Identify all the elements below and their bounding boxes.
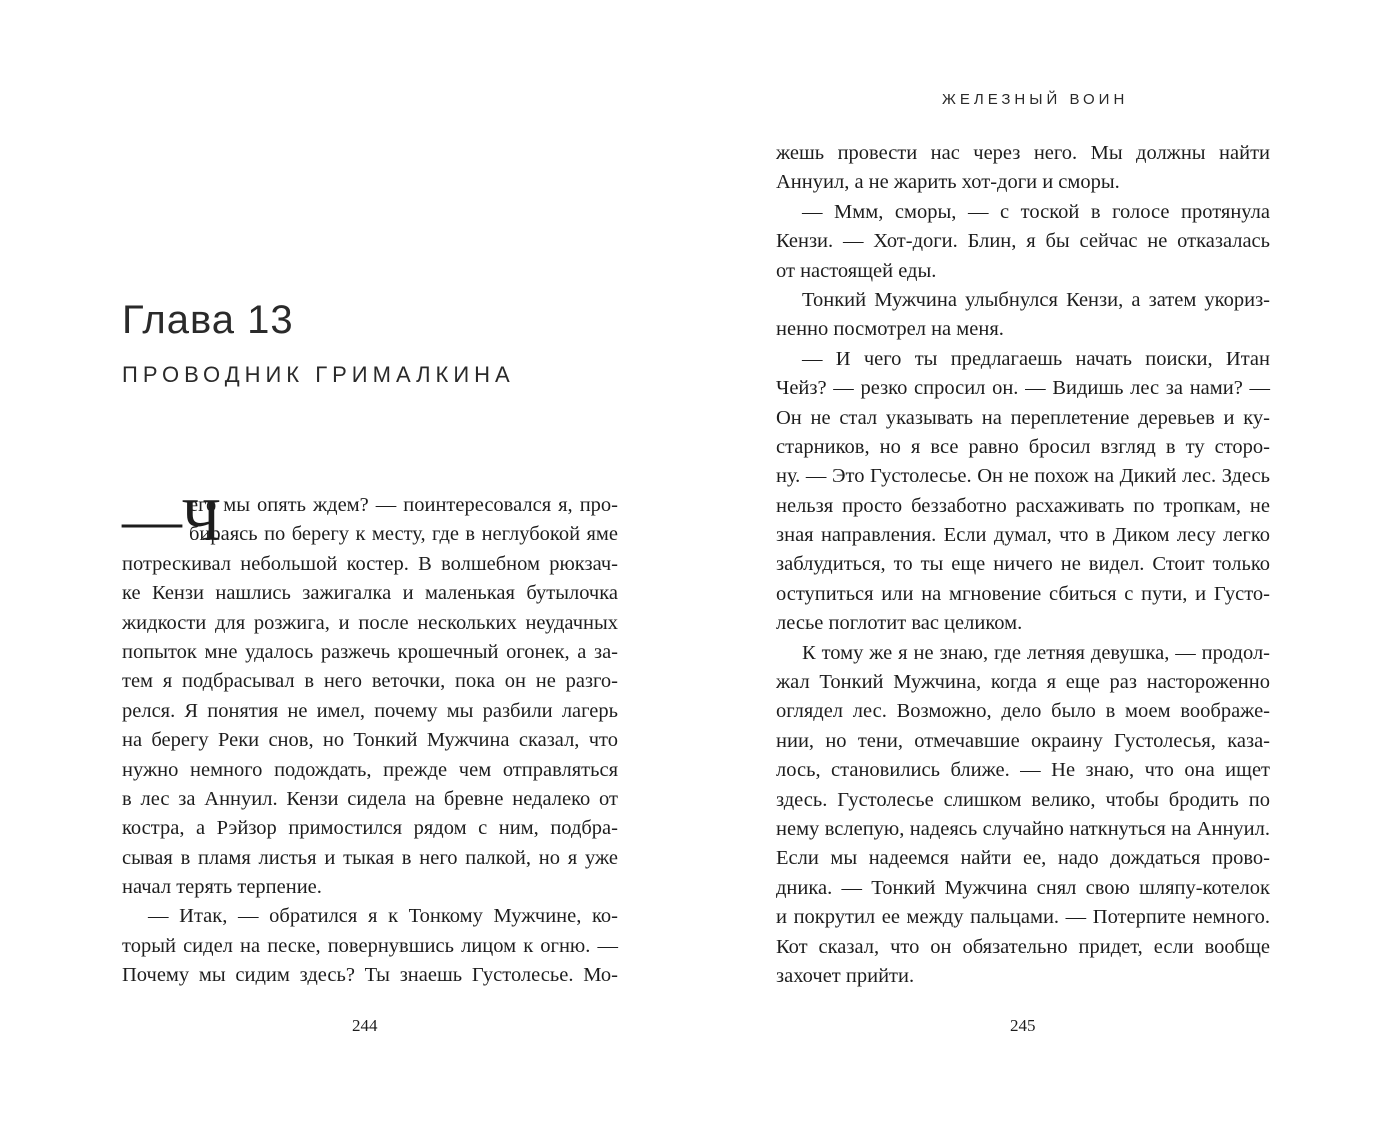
text-line: Почему мы сидим здесь? Ты знаешь Густолесье. Мо- <box>122 964 618 987</box>
text-line: Чейз? — резко спросил он. — Видишь лес за нами? — <box>776 377 1270 400</box>
text-line: в лес за Аннуил. Кензи сидела на бревне недалеко от <box>122 787 618 810</box>
right-page <box>697 0 1394 1125</box>
text-line: оглядел лес. Возможно, дело было в моем воображе- <box>776 700 1270 723</box>
text-line: нему вслепую, надеясь случайно наткнуться на Аннуил. <box>776 817 1270 840</box>
text-line: — И чего ты предлагаешь начать поиски, Итан <box>802 347 1270 370</box>
text-line: ну. — Это Густолесье. Он не похож на Дикий лес. Здесь <box>776 465 1270 488</box>
text-line: Кензи. — Хот-доги. Блин, я бы сейчас не отказалась <box>776 230 1270 253</box>
text-line: сывая в пламя листья и тыкая в него палкой, но я уже <box>122 846 618 869</box>
text-line: на берегу Реки снов, но Тонкий Мужчина сказал, что <box>122 729 618 752</box>
text-line: — Ммм, сморы, — с тоской в голосе протянула <box>802 200 1270 223</box>
text-line: нужно немного подождать, прежде чем отправляться <box>122 758 618 781</box>
text-line: Он не стал указывать на переплетение деревьев и ку- <box>776 406 1270 429</box>
page-number: 244 <box>352 1016 378 1035</box>
text-line: жидкости для розжига, и после нескольких неудачных <box>122 611 618 634</box>
text-line: тем я подбрасывал в него веточки, пока он не разго- <box>122 670 618 693</box>
text-line: захочет прийти. <box>776 964 915 987</box>
text-line: костра, а Рэйзор примостился рядом с ним, подбра- <box>122 817 618 840</box>
text-line: от настоящей еды. <box>776 259 937 282</box>
text-line: Кот сказал, что он обязательно придет, если вообще <box>776 935 1270 958</box>
text-line: попыток мне удалось разжечь крошечный огонек, а за- <box>122 640 618 663</box>
text-line: оступиться или на мгновение сбиться с пути, и Густо- <box>776 582 1270 605</box>
text-line: К тому же я не знаю, где летняя девушка, — продол- <box>802 641 1270 664</box>
text-line: торый сидел на песке, повернувшись лицом к огню. — <box>122 934 618 957</box>
text-line: лесье поглотит вас целиком. <box>776 612 1023 635</box>
text-line: ке Кензи нашлись зажигалка и маленькая бутылочка <box>122 582 618 605</box>
chapter-number: Глава 13 <box>122 298 294 342</box>
left-page-body <box>122 487 618 991</box>
text-line: лось, становились ближе. — Не знаю, что она ищет <box>776 759 1270 782</box>
text-line: Если мы надеемся найти ее, надо дождаться прово- <box>776 847 1270 870</box>
chapter-title: ПРОВОДНИК ГРИМАЛКИНА <box>122 362 515 387</box>
text-line: и покрутил ее между пальцами. — Потерпите немного. <box>776 906 1270 929</box>
text-line: бираясь по берегу к месту, где в неглубокой яме <box>189 523 618 546</box>
text-line: здесь. Густолесье слишком велико, чтобы бродить по <box>776 788 1270 811</box>
text-line: потрескивал небольшой костер. В волшебном рюкзач- <box>122 552 618 575</box>
running-head: ЖЕЛЕЗНЫЙ ВОИН <box>942 91 1129 108</box>
page-number: 245 <box>1010 1016 1036 1035</box>
drop-cap: —Ч <box>122 487 221 553</box>
text-line: нии, но тени, отмечавшие окраину Густолесья, каза- <box>776 729 1270 752</box>
text-line: дника. — Тонкий Мужчина снял свою шляпу-котелок <box>776 876 1270 899</box>
text-line: жешь провести нас через него. Мы должны найти <box>776 142 1270 164</box>
text-line: жал Тонкий Мужчина, когда я еще раз настороженно <box>776 671 1270 694</box>
text-line: начал терять терпение. <box>122 876 322 899</box>
text-line: ненно посмотрел на меня. <box>776 318 1004 341</box>
text-line: зная направления. Если думал, что в Диком лесу легко <box>776 524 1270 547</box>
text-line: старников, но я все равно бросил взгляд в ту сторо- <box>776 435 1270 458</box>
text-line: его мы опять ждем? — поинтересовался я, про- <box>189 494 618 516</box>
text-line: нельзя просто беззаботно расхаживать по тропкам, не <box>776 494 1270 517</box>
text-line: Аннуил, а не жарить хот-доги и сморы. <box>776 171 1120 194</box>
text-line: релся. Я понятия не имел, почему мы разбили лагерь <box>122 699 618 722</box>
text-line: — Итак, — обратился я к Тонкому Мужчине, ко- <box>148 905 618 928</box>
right-page-body <box>776 139 1270 991</box>
text-line: заблудиться, то ты еще ничего не видел. Стоит только <box>776 553 1270 576</box>
text-line: Тонкий Мужчина улыбнулся Кензи, а затем укориз- <box>802 288 1270 311</box>
